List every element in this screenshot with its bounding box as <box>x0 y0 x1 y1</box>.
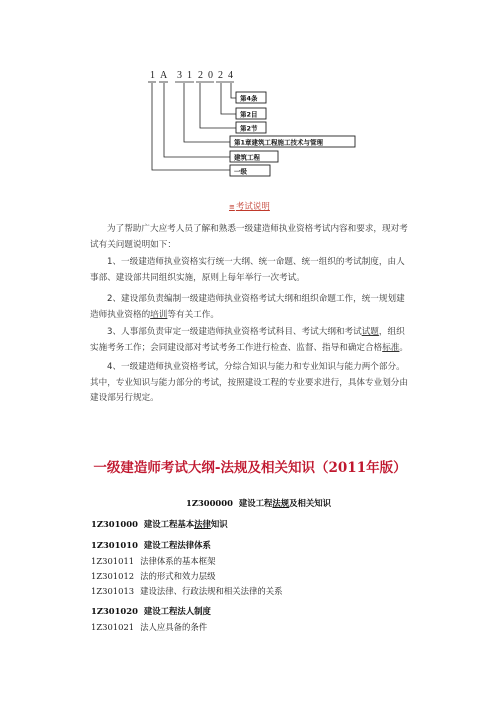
entry-code: 1Z301010 <box>91 540 138 550</box>
level-label: 第1章建筑工程施工技术与管理 <box>234 138 324 147</box>
code-char: 3 <box>177 70 182 81</box>
syllabus-section <box>91 518 228 530</box>
rule-2-text: 2、建设部负责编制一级建造师执业资格考试大纲和组织命题工作，统一规划建造师执业资格的 <box>90 294 405 320</box>
rule-2-text-end: 等有关工作。 <box>167 309 219 320</box>
entry-text: 知识 <box>210 519 228 529</box>
code-structure-diagram <box>0 0 500 190</box>
entry-text: 法人应具备的条件 <box>140 622 208 632</box>
code-char: 1 <box>187 70 192 81</box>
rule-paragraph-3 <box>90 325 412 356</box>
rule-3-text: 3、人事部负责审定一级建造师执业资格考试科目、考试大纲和考试 <box>107 327 362 337</box>
entry-code: 1Z301012 <box>91 571 135 581</box>
entry-text: 建设工程法律体系 <box>143 540 211 550</box>
code-char: 2 <box>198 70 203 81</box>
intro-paragraph: 为了帮助广大应考人员了解和熟悉一级建造师执业资格考试内容和要求，现对考试有关问题说明如下： <box>90 224 408 250</box>
syllabus-item <box>91 621 207 633</box>
syllabus-header <box>186 497 331 509</box>
entry-text: 建设法律、行政法规和相关法律的关系 <box>140 586 283 596</box>
syllabus-item <box>91 570 216 582</box>
standard-link[interactable]: 标准 <box>382 342 400 353</box>
entry-text: 建设工程法人制度 <box>143 606 211 616</box>
entry-code: 1Z301013 <box>91 586 135 596</box>
syllabus-subsection <box>91 605 211 617</box>
exam-info-link[interactable] <box>229 200 270 212</box>
exam-questions-link[interactable]: 试题 <box>361 327 379 337</box>
entry-text: 法的形式和效力层级 <box>140 571 216 581</box>
rule-paragraph-2 <box>90 292 412 323</box>
rule-3-text-mid: ，组织实施考务工作；会同建设部对考试考务工作进行检查、监督、指导和确定合格 <box>90 327 405 353</box>
code-char: 4 <box>228 70 233 81</box>
syllabus-item <box>91 555 216 567</box>
entry-code: 1Z301011 <box>91 556 135 566</box>
syllabus-item <box>91 585 283 597</box>
regulations-link[interactable]: 法规 <box>272 498 290 508</box>
entry-code: 1Z301021 <box>91 622 135 632</box>
connector-lines <box>152 83 236 170</box>
law-link[interactable]: 法律 <box>194 519 211 529</box>
rule-paragraph-4: 4、一级建造师执业资格考试，分综合知识与能力和专业知识与能力两个部分。其中，专业知识与能力部分的考试，按照建设工程的专业要求进行，具体专业划分由建设部另行规定。 <box>90 362 408 403</box>
syllabus-subsection <box>91 539 211 551</box>
entry-text: 法律体系的基本框架 <box>140 556 216 566</box>
level-label: 第4条 <box>240 94 258 103</box>
rule-3-text-end: 。 <box>399 342 409 353</box>
syllabus-title: 一级建造师考试大纲-法规及相关知识（2011年版） <box>93 460 407 476</box>
rule-paragraph-1: 1、一级建造师执业资格实行统一大纲、统一命题、统一组织的考试制度，由人事部、建设部共同组织实施，原则上每年举行一次考试。 <box>90 257 405 283</box>
entry-text: 及相关知识 <box>289 498 332 508</box>
entry-code: 1Z301000 <box>91 519 138 529</box>
code-char: A <box>160 70 168 81</box>
exam-info-link-text: 考试说明 <box>235 202 270 212</box>
link-mark-icon: ≅ <box>229 203 235 211</box>
code-structure-figure <box>0 0 500 190</box>
entry-text: 建设工程基本 <box>143 519 195 529</box>
code-char: 1 <box>150 70 155 81</box>
entry-code: 1Z301020 <box>91 606 138 616</box>
entry-text: 建设工程 <box>238 498 273 508</box>
level-label: 第2节 <box>240 124 258 133</box>
training-link[interactable]: 培训 <box>150 309 168 320</box>
level-label: 一级 <box>234 167 247 176</box>
entry-code: 1Z300000 <box>186 498 233 508</box>
code-char: 0 <box>208 70 213 81</box>
code-char: 2 <box>218 70 223 81</box>
level-label: 第2目 <box>240 110 258 119</box>
level-label: 建筑工程 <box>234 153 260 162</box>
label-boxes <box>230 92 355 176</box>
